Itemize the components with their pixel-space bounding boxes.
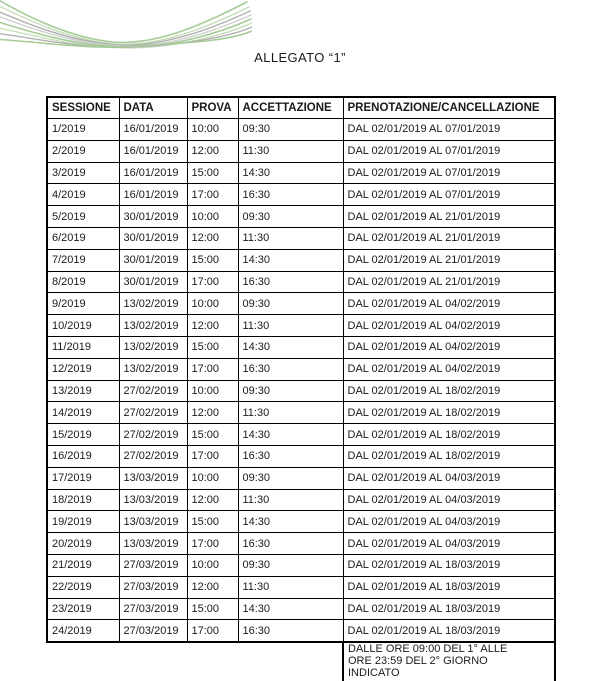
- cell-prova: 15:00: [187, 598, 238, 620]
- cell-data: 13/02/2019: [119, 293, 187, 315]
- cell-accettazione: 11:30: [238, 227, 343, 249]
- cell-prova: 17:00: [187, 271, 238, 293]
- table-row: [47, 227, 555, 249]
- cell-accettazione: 16:30: [238, 620, 343, 642]
- cell-accettazione: 14:30: [238, 162, 343, 184]
- cell-data: 13/02/2019: [119, 358, 187, 380]
- table-row: [47, 424, 555, 446]
- table-row: [47, 293, 555, 315]
- cell-data: 27/03/2019: [119, 620, 187, 642]
- cell-sessione: 8/2019: [47, 271, 119, 293]
- table-row: [47, 162, 555, 184]
- cell-data: 27/02/2019: [119, 445, 187, 467]
- cell-data: 13/02/2019: [119, 315, 187, 337]
- cell-accettazione: 11:30: [238, 402, 343, 424]
- cell-prenotazione: DAL 02/01/2019 AL 21/01/2019: [343, 206, 555, 228]
- cell-prova: 10:00: [187, 119, 238, 141]
- table-header-row: [47, 97, 555, 119]
- cell-sessione: 17/2019: [47, 467, 119, 489]
- table-row: [47, 511, 555, 533]
- cell-accettazione: 11:30: [238, 140, 343, 162]
- table-row: [47, 315, 555, 337]
- cell-sessione: 6/2019: [47, 227, 119, 249]
- table-row: [47, 206, 555, 228]
- cell-sessione: 5/2019: [47, 206, 119, 228]
- cell-prova: 12:00: [187, 315, 238, 337]
- cell-prenotazione: DAL 02/01/2019 AL 18/02/2019: [343, 424, 555, 446]
- cell-prova: 15:00: [187, 162, 238, 184]
- empty-cell: [47, 642, 119, 681]
- cell-data: 30/01/2019: [119, 271, 187, 293]
- cell-sessione: 22/2019: [47, 576, 119, 598]
- cell-prova: 10:00: [187, 206, 238, 228]
- table-body: [47, 119, 555, 681]
- table-row: [47, 380, 555, 402]
- footer-note-cell: [343, 642, 555, 681]
- cell-prenotazione: DAL 02/01/2019 AL 18/03/2019: [343, 576, 555, 598]
- cell-data: 30/01/2019: [119, 227, 187, 249]
- cell-prenotazione: DAL 02/01/2019 AL 21/01/2019: [343, 227, 555, 249]
- cell-prova: 10:00: [187, 293, 238, 315]
- cell-prova: 12:00: [187, 576, 238, 598]
- cell-accettazione: 16:30: [238, 533, 343, 555]
- cell-accettazione: 16:30: [238, 271, 343, 293]
- column-header-accettazione: ACCETTAZIONE: [238, 97, 343, 119]
- cell-accettazione: 09:30: [238, 380, 343, 402]
- cell-prenotazione: DAL 02/01/2019 AL 04/03/2019: [343, 467, 555, 489]
- cell-accettazione: 09:30: [238, 467, 343, 489]
- cell-data: 27/03/2019: [119, 576, 187, 598]
- table-row: [47, 402, 555, 424]
- table-row: [47, 576, 555, 598]
- cell-accettazione: 14:30: [238, 511, 343, 533]
- cell-prenotazione: DAL 02/01/2019 AL 07/01/2019: [343, 162, 555, 184]
- cell-prenotazione: DAL 02/01/2019 AL 07/01/2019: [343, 119, 555, 141]
- cell-prenotazione: DAL 02/01/2019 AL 07/01/2019: [343, 140, 555, 162]
- cell-sessione: 7/2019: [47, 249, 119, 271]
- cell-prova: 12:00: [187, 402, 238, 424]
- cell-prenotazione: DAL 02/01/2019 AL 18/03/2019: [343, 598, 555, 620]
- cell-accettazione: 16:30: [238, 184, 343, 206]
- table-row: [47, 358, 555, 380]
- table-row: [47, 271, 555, 293]
- table-row: [47, 620, 555, 642]
- cell-accettazione: 11:30: [238, 489, 343, 511]
- cell-prova: 17:00: [187, 184, 238, 206]
- table-row: [47, 467, 555, 489]
- decorative-swoosh-graphic: [0, 0, 252, 52]
- cell-prenotazione: DAL 02/01/2019 AL 18/02/2019: [343, 402, 555, 424]
- table-row: [47, 445, 555, 467]
- cell-prova: 15:00: [187, 424, 238, 446]
- cell-prova: 10:00: [187, 380, 238, 402]
- cell-prova: 10:00: [187, 554, 238, 576]
- cell-data: 30/01/2019: [119, 249, 187, 271]
- cell-prenotazione: DAL 02/01/2019 AL 18/02/2019: [343, 380, 555, 402]
- cell-prenotazione: DAL 02/01/2019 AL 04/03/2019: [343, 533, 555, 555]
- cell-sessione: 16/2019: [47, 445, 119, 467]
- cell-accettazione: 09:30: [238, 293, 343, 315]
- cell-accettazione: 09:30: [238, 206, 343, 228]
- empty-cell: [187, 642, 238, 681]
- cell-data: 16/01/2019: [119, 184, 187, 206]
- cell-data: 13/03/2019: [119, 467, 187, 489]
- cell-accettazione: 09:30: [238, 554, 343, 576]
- cell-accettazione: 16:30: [238, 445, 343, 467]
- cell-prenotazione: DAL 02/01/2019 AL 21/01/2019: [343, 271, 555, 293]
- footer-note-line: DALLE ORE 09:00 DEL 1° ALLE: [348, 643, 508, 656]
- cell-prenotazione: DAL 02/01/2019 AL 18/03/2019: [343, 554, 555, 576]
- cell-data: 27/03/2019: [119, 598, 187, 620]
- cell-sessione: 24/2019: [47, 620, 119, 642]
- cell-sessione: 19/2019: [47, 511, 119, 533]
- cell-accettazione: 14:30: [238, 249, 343, 271]
- cell-data: 13/02/2019: [119, 336, 187, 358]
- cell-prenotazione: DAL 02/01/2019 AL 04/03/2019: [343, 489, 555, 511]
- table-row: [47, 489, 555, 511]
- cell-accettazione: 09:30: [238, 119, 343, 141]
- cell-prova: 17:00: [187, 445, 238, 467]
- table-footer-row: [47, 642, 555, 681]
- cell-accettazione: 11:30: [238, 315, 343, 337]
- cell-prenotazione: DAL 02/01/2019 AL 18/03/2019: [343, 620, 555, 642]
- cell-prenotazione: DAL 02/01/2019 AL 04/02/2019: [343, 358, 555, 380]
- cell-sessione: 14/2019: [47, 402, 119, 424]
- cell-prova: 12:00: [187, 227, 238, 249]
- cell-prova: 17:00: [187, 620, 238, 642]
- cell-sessione: 2/2019: [47, 140, 119, 162]
- table-row: [47, 533, 555, 555]
- cell-data: 13/03/2019: [119, 511, 187, 533]
- table-row: [47, 249, 555, 271]
- cell-prova: 17:00: [187, 533, 238, 555]
- cell-prenotazione: DAL 02/01/2019 AL 07/01/2019: [343, 184, 555, 206]
- cell-data: 27/03/2019: [119, 554, 187, 576]
- column-header-data: DATA: [119, 97, 187, 119]
- cell-prenotazione: DAL 02/01/2019 AL 04/02/2019: [343, 293, 555, 315]
- cell-data: 16/01/2019: [119, 140, 187, 162]
- cell-data: 16/01/2019: [119, 119, 187, 141]
- cell-accettazione: 16:30: [238, 358, 343, 380]
- cell-prenotazione: DAL 02/01/2019 AL 04/02/2019: [343, 315, 555, 337]
- table-row: [47, 140, 555, 162]
- cell-prenotazione: DAL 02/01/2019 AL 21/01/2019: [343, 249, 555, 271]
- table-row: [47, 336, 555, 358]
- column-header-sessione: SESSIONE: [47, 97, 119, 119]
- cell-sessione: 1/2019: [47, 119, 119, 141]
- cell-data: 27/02/2019: [119, 402, 187, 424]
- cell-sessione: 23/2019: [47, 598, 119, 620]
- cell-data: 27/02/2019: [119, 424, 187, 446]
- table-row: [47, 184, 555, 206]
- footer-note-line: ORE 23:59 DEL 2° GIORNO: [348, 654, 488, 667]
- table-row: [47, 554, 555, 576]
- cell-prenotazione: DAL 02/01/2019 AL 18/02/2019: [343, 445, 555, 467]
- cell-sessione: 13/2019: [47, 380, 119, 402]
- cell-sessione: 11/2019: [47, 336, 119, 358]
- table-row: [47, 598, 555, 620]
- cell-accettazione: 14:30: [238, 424, 343, 446]
- page-title: ALLEGATO “1”: [254, 50, 346, 65]
- cell-sessione: 10/2019: [47, 315, 119, 337]
- cell-data: 16/01/2019: [119, 162, 187, 184]
- footer-note-line: INDICATO: [348, 666, 400, 679]
- cell-sessione: 18/2019: [47, 489, 119, 511]
- cell-accettazione: 11:30: [238, 576, 343, 598]
- cell-data: 27/02/2019: [119, 380, 187, 402]
- cell-sessione: 21/2019: [47, 554, 119, 576]
- cell-sessione: 9/2019: [47, 293, 119, 315]
- cell-prenotazione: DAL 02/01/2019 AL 04/03/2019: [343, 511, 555, 533]
- cell-prova: 15:00: [187, 249, 238, 271]
- cell-prova: 15:00: [187, 336, 238, 358]
- column-header-prova: PROVA: [187, 97, 238, 119]
- cell-prova: 15:00: [187, 511, 238, 533]
- sessions-table: [46, 96, 556, 681]
- cell-sessione: 20/2019: [47, 533, 119, 555]
- cell-sessione: 3/2019: [47, 162, 119, 184]
- cell-prova: 12:00: [187, 140, 238, 162]
- cell-sessione: 12/2019: [47, 358, 119, 380]
- cell-prova: 10:00: [187, 467, 238, 489]
- cell-prova: 17:00: [187, 358, 238, 380]
- cell-data: 13/03/2019: [119, 489, 187, 511]
- cell-data: 30/01/2019: [119, 206, 187, 228]
- cell-prenotazione: DAL 02/01/2019 AL 04/02/2019: [343, 336, 555, 358]
- cell-accettazione: 14:30: [238, 598, 343, 620]
- column-header-prenotazione: PRENOTAZIONE/CANCELLAZIONE: [343, 97, 555, 119]
- cell-prova: 12:00: [187, 489, 238, 511]
- cell-accettazione: 14:30: [238, 336, 343, 358]
- cell-sessione: 4/2019: [47, 184, 119, 206]
- empty-cell: [238, 642, 343, 681]
- cell-sessione: 15/2019: [47, 424, 119, 446]
- cell-data: 13/03/2019: [119, 533, 187, 555]
- empty-cell: [119, 642, 187, 681]
- table-row: [47, 119, 555, 141]
